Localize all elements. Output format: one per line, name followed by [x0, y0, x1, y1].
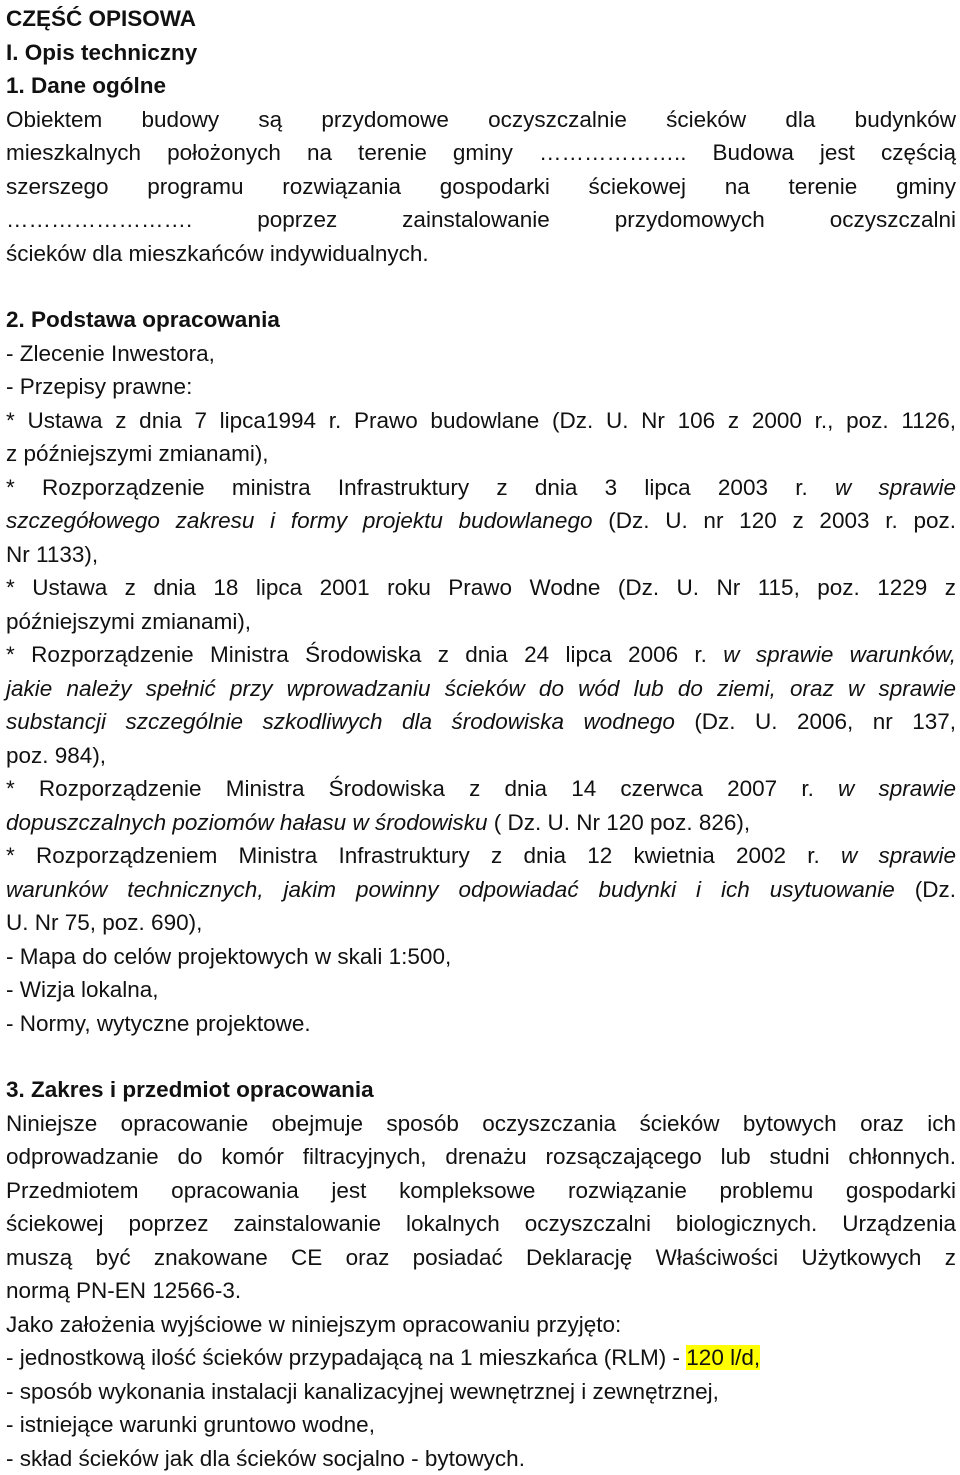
assumption-item-flow [6, 1341, 956, 1375]
heading-scope: 3. Zakres i przedmiot opracowania [6, 1073, 956, 1107]
assumption-text: - jednostkową ilość ścieków przypadającą na 1 mieszkańca (RLM) - [6, 1345, 680, 1370]
regulation-infrastructure-2003-cont [6, 504, 956, 538]
regulation-text: * Rozporządzenie Ministra Środowiska z dnia 14 czerwca 2007 r. [6, 776, 814, 801]
regulation-italic: dopuszczalnych poziomów hałasu w środowisku [6, 810, 488, 835]
spacer [6, 270, 956, 303]
basis-item-norms: - Normy, wytyczne projektowe. [6, 1007, 956, 1041]
text-line: Przedmiotem opracowania jest kompleksowe rozwiązanie problemu gospodarki [6, 1174, 956, 1208]
text-line: ścieków dla mieszkańców indywidualnych. [6, 237, 956, 271]
regulation-environment-2006 [6, 638, 956, 672]
regulation-italic: w sprawie warunków, [723, 642, 956, 667]
regulation-italic: w sprawie [838, 776, 956, 801]
text-line: mieszkalnych położonych na terenie gminy ……………….. Budowa jest częścią [6, 136, 956, 170]
assumption-item-ground: - istniejące warunki gruntowo wodne, [6, 1408, 956, 1442]
regulation-infrastructure-2002-end: U. Nr 75, poz. 690), [6, 906, 956, 940]
regulation-italic: w sprawie [841, 843, 956, 868]
heading-basis: 2. Podstawa opracowania [6, 303, 956, 337]
regulation-text: (Dz. U. nr 120 z 2003 r. poz. [608, 508, 956, 533]
text-line: odprowadzanie do komór filtracyjnych, drenażu rozsączającego lub studni chłonnych. [6, 1140, 956, 1174]
regulation-environment-2007 [6, 772, 956, 806]
regulation-water-law-cont: późniejszymi zmianami), [6, 605, 956, 639]
section-title: I. Opis techniczny [6, 36, 956, 70]
text-line: muszą być znakowane CE oraz posiadać Deklarację Właściwości Użytkowych z [6, 1241, 956, 1275]
regulation-italic: w sprawie [835, 475, 956, 500]
regulation-text: (Dz. U. 2006, nr 137, [694, 709, 956, 734]
text-line: ściekowej poprzez zainstalowanie lokalnych oczyszczalni biologicznych. Urządzenia [6, 1207, 956, 1241]
paragraph-general-data [6, 103, 956, 271]
assumption-item-composition: - skład ścieków jak dla ścieków socjalno - bytowych. [6, 1442, 956, 1475]
document-page [6, 0, 956, 1475]
regulation-text: (Dz. [915, 877, 956, 902]
basis-item-commission: - Zlecenie Inwestora, [6, 337, 956, 371]
text-line: ……………………. poprzez zainstalowanie przydomowych oczyszczalni [6, 203, 956, 237]
heading-general-data: 1. Dane ogólne [6, 69, 956, 103]
regulation-infrastructure-2002-cont [6, 873, 956, 907]
text-line: szerszego programu rozwiązania gospodarki ściekowej na terenie gminy [6, 170, 956, 204]
regulation-infrastructure-2003 [6, 471, 956, 505]
regulation-text: * Rozporządzenie Ministra Środowiska z dnia 24 lipca 2006 r. [6, 642, 707, 667]
basis-item-site-visit: - Wizja lokalna, [6, 973, 956, 1007]
paragraph-scope [6, 1107, 956, 1308]
spacer [6, 1040, 956, 1073]
assumption-item-installation: - sposób wykonania instalacji kanalizacyjnej wewnętrznej i zewnętrznej, [6, 1375, 956, 1409]
regulation-environment-2007-cont [6, 806, 956, 840]
regulation-text: * Rozporządzenie ministra Infrastruktury z dnia 3 lipca 2003 r. [6, 475, 808, 500]
regulation-building-law: * Ustawa z dnia 7 lipca1994 r. Prawo budowlane (Dz. U. Nr 106 z 2000 r., poz. 1126, [6, 404, 956, 438]
regulation-italic: szczegółowego zakresu i formy projektu budowlanego [6, 508, 592, 533]
part-title: CZĘŚĆ OPISOWA [6, 2, 956, 36]
text-line: Niniejsze opracowanie obejmuje sposób oczyszczania ścieków bytowych oraz ich [6, 1107, 956, 1141]
regulation-infrastructure-2003-end: Nr 1133), [6, 538, 956, 572]
highlighted-value: 120 l/d, [686, 1345, 760, 1370]
regulation-environment-2006-cont2 [6, 705, 956, 739]
basis-item-map: - Mapa do celów projektowych w skali 1:500, [6, 940, 956, 974]
regulation-infrastructure-2002 [6, 839, 956, 873]
regulation-environment-2006-cont: jakie należy spełnić przy wprowadzaniu ścieków do wód lub do ziemi, oraz w sprawie [6, 672, 956, 706]
regulation-environment-2006-end: poz. 984), [6, 739, 956, 773]
text-line: Obiektem budowy są przydomowe oczyszczalnie ścieków dla budynków [6, 103, 956, 137]
regulation-building-law-cont: z późniejszymi zmianami), [6, 437, 956, 471]
text-line: normą PN-EN 12566-3. [6, 1274, 956, 1308]
basis-item-regulations: - Przepisy prawne: [6, 370, 956, 404]
regulation-italic: warunków technicznych, jakim powinny odpowiadać budynki i ich usytuowanie [6, 877, 895, 902]
regulation-water-law: * Ustawa z dnia 18 lipca 2001 roku Prawo Wodne (Dz. U. Nr 115, poz. 1229 z [6, 571, 956, 605]
assumptions-intro: Jako założenia wyjściowe w niniejszym opracowaniu przyjęto: [6, 1308, 956, 1342]
regulation-text: ( Dz. U. Nr 120 poz. 826), [494, 810, 750, 835]
regulation-text: * Rozporządzeniem Ministra Infrastruktury z dnia 12 kwietnia 2002 r. [6, 843, 820, 868]
regulation-italic: substancji szczególnie szkodliwych dla środowiska wodnego [6, 709, 675, 734]
